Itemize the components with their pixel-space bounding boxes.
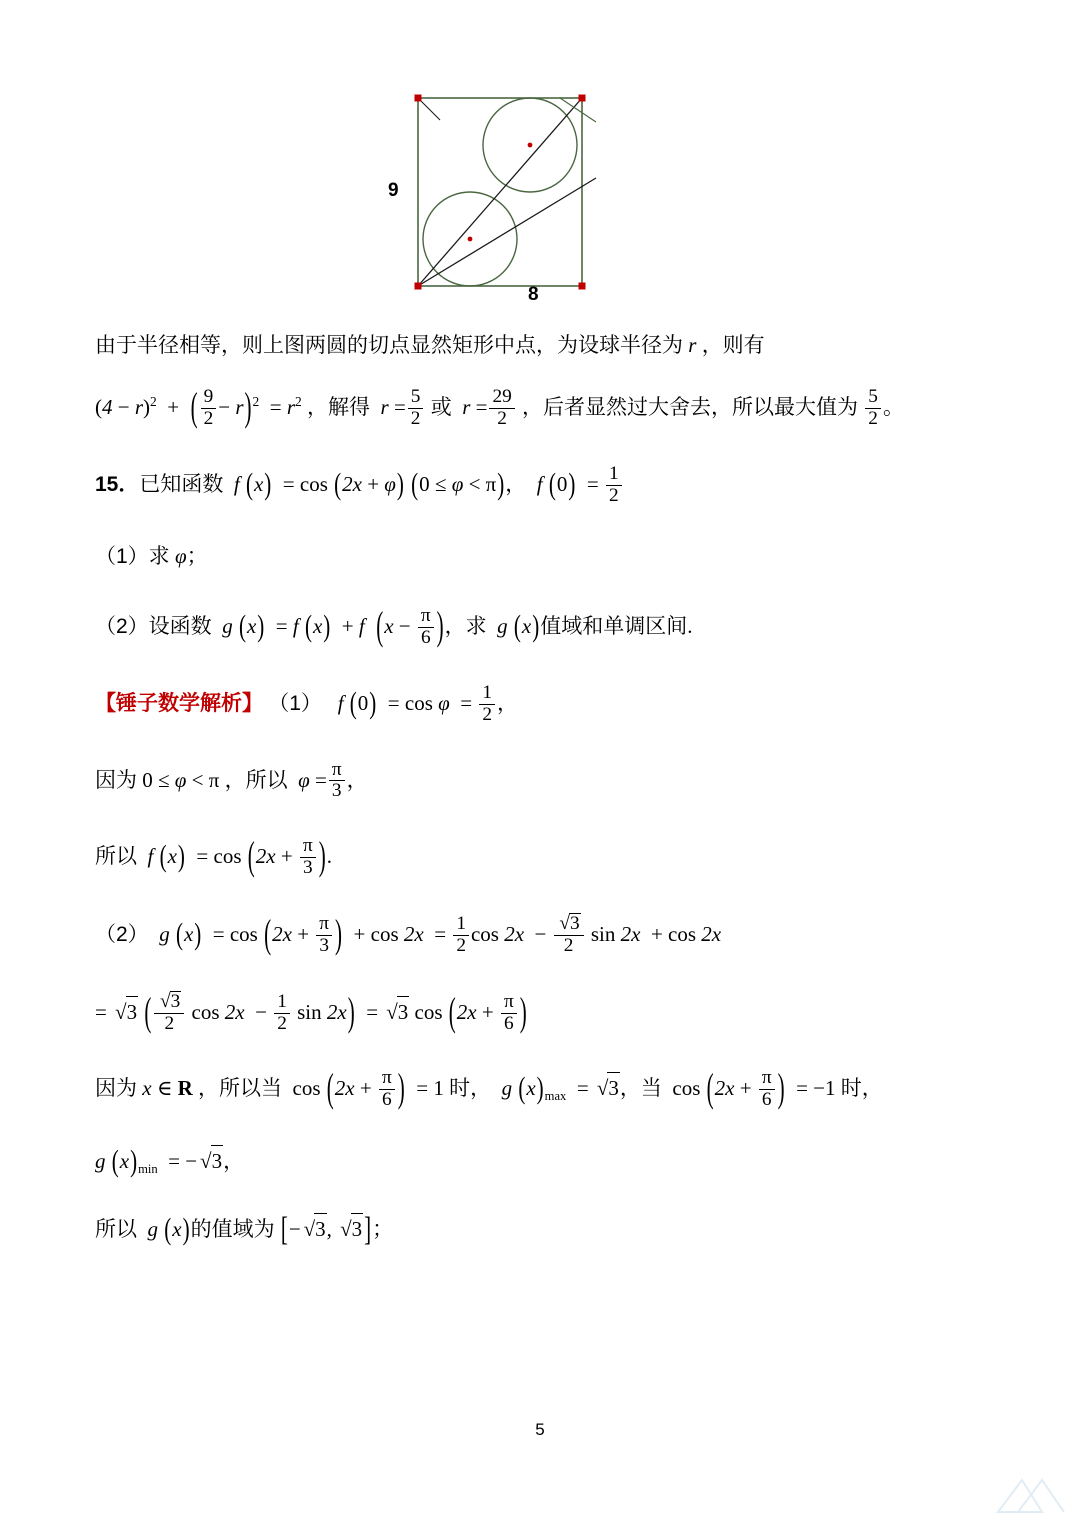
figure-container: [0, 88, 1080, 318]
solution-text-line: 由于半径相等，则上图两圆的切点显然矩形中点，为设球半径为 r ，则有: [95, 333, 765, 357]
solution-step-line: 因为 x ∈ R ，所以当 cos (2x + $\frac{\pi}{6}$ ) = 1 时， g $(x)_{max}$ = √ 3，当 cos (2x + $\frac{\pi}{6}$ ) = −1 时，: [95, 1068, 995, 1111]
solution-step-line: 因为 0 ≤ φ < π ，所以 φ = $\frac{\pi}{3}$ ，: [95, 758, 368, 802]
problem-part-2: （2）设函数 g (x) = f (x) + f (x − $\frac{\pi}{6}$ )，求 g (x)值域和单调区间.: [95, 603, 693, 649]
watermark-logo: [996, 1472, 1066, 1518]
solution-step-line: 所以 f (x) = cos (2x + $\frac{\pi}{3}$ ).: [95, 833, 332, 879]
figure-left-label: 9: [388, 180, 399, 201]
rectangle-two-circles-diagram: [388, 88, 670, 313]
figure-bottom-label: 8: [528, 284, 539, 305]
geometry-svg: [410, 88, 670, 313]
problem-part-1: （1）求 φ；: [95, 543, 208, 568]
document-body: [95, 330, 995, 1279]
answer-marker: 【锤子数学解析】: [95, 691, 263, 715]
equation-line: $(4 - r)^2$ + ( $\frac{9}{2}$ − $r)^2 = r^2$ ，解得 r = $\frac{5}{2}$ 或 r = $\frac{29}{2}$ ，后者显然过大舍去，所以最大值为 $\frac{5}{2}$ 。: [95, 384, 904, 430]
page-number: 5: [535, 1420, 545, 1439]
solution-step-line: g $(x)_{min}$ = − √ 3，: [95, 1145, 995, 1178]
solution-step-line: 所以 g (x)的值域为 [− √ 3, √ 3]；: [95, 1213, 995, 1245]
solution-step-line: = √ 3 ( √ $\frac{3}{2}$ cos 2x − $\frac{1}{2}$ sin 2x) = √ 3 cos (2x + $\frac{\pi}{6}$ ): [95, 991, 995, 1035]
solution-step-line: （2） g (x) = cos (2x + $\frac{\pi}{3}$ ) + cos 2x = $\frac{1}{2}$ cos 2x − √ $\frac{3}{2}$ sin 2x + cos 2x: [95, 913, 995, 957]
answer-header-line: 【锤子数学解析】 （1） f (0) = cos φ = $\frac{1}{2}$ ，: [95, 681, 518, 725]
problem-statement: 15．已知函数 f (x) = cos (2x + φ) (0 ≤ φ < π)， f (0) = $\frac{1}{2}$: [95, 464, 995, 507]
